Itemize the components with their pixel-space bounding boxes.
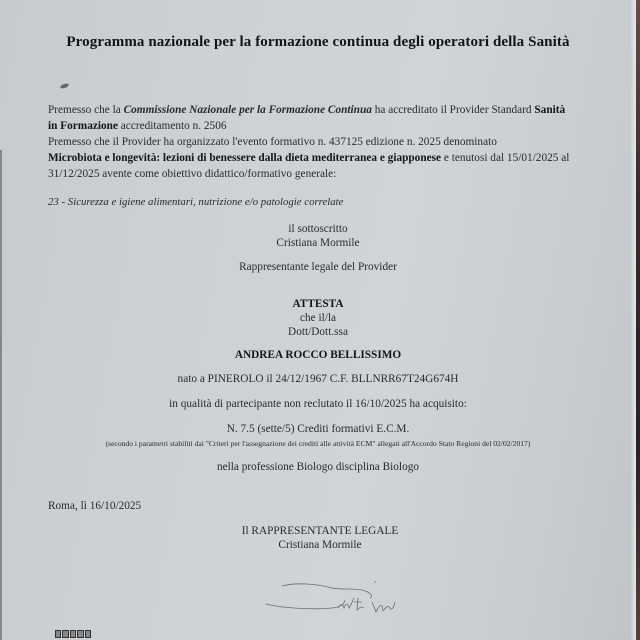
paragraph-accreditation <box>48 102 608 134</box>
participation-info: in qualità di partecipante non reclutato il 16/10/2025 ha acquisito: <box>169 398 467 410</box>
event-dates: e tenutosi dal 15/01/2025 al <box>441 152 570 164</box>
legal-rep-name: Cristiana Mormile <box>278 539 362 551</box>
participant-name: ANDREA ROCCO BELLISSIMO <box>234 349 402 361</box>
qr-code-strip <box>55 630 91 640</box>
provider-name-part1: Sanità <box>534 104 566 116</box>
qr-block <box>70 630 76 638</box>
title-dott: Dott/Dott.ssa <box>288 326 348 338</box>
credits-note: (secondo i parametri stabiliti dai "Criteri per l'assegnazione dei crediti alle attività ECM" allegati all'Accordo Stato Regioni del 02/02/2017) <box>105 439 531 448</box>
credits-awarded: N. 7.5 (sette/5) Crediti formativi E.C.M. <box>226 423 410 435</box>
handwritten-signature <box>262 578 412 618</box>
paragraph-event <box>48 134 608 182</box>
qr-block <box>85 630 91 638</box>
event-intro: Premesso che il Provider ha organizzato l'evento formativo n. 437125 edizione n. 2025 denominato <box>48 136 497 148</box>
qr-block <box>77 630 83 638</box>
birth-info: nato a PINEROLO il 24/12/1967 C.F. BLLNRR67T24G674H <box>177 373 459 385</box>
qr-block <box>55 630 61 638</box>
event-title: Microbiota e longevità: lezioni di benessere dalla dieta mediterranea e giapponese <box>48 152 442 164</box>
accreditation-middle: ha accreditato il Provider Standard <box>371 104 535 116</box>
profession-info: nella professione Biologo disciplina Biologo <box>216 461 420 473</box>
qr-block <box>62 630 68 638</box>
accreditation-number: accreditamento n. 2506 <box>117 120 227 132</box>
document-title: Programma nazionale per la formazione continua degli operatori della Sanità <box>66 34 570 50</box>
background-table-edge <box>636 0 640 640</box>
che-il-la: che il/la <box>299 312 337 324</box>
educational-objective: 23 - Sicurezza e igiene alimentari, nutrizione e/o patologie correlate <box>48 196 344 208</box>
attesta-heading: ATTESTA <box>292 298 344 310</box>
signatory-name: Cristiana Mormile <box>276 237 360 249</box>
event-dates-end: 31/12/2025 avente come obiettivo didattico/formativo generale: <box>48 168 337 180</box>
accreditation-prefix: Premesso che la <box>48 104 124 116</box>
place-date: Roma, lì 16/10/2025 <box>48 500 142 512</box>
provider-name-part2: in Formazione <box>48 120 118 132</box>
signatory-intro: il sottoscritto <box>288 223 348 235</box>
signatory-role: Rappresentante legale del Provider <box>239 261 397 273</box>
commission-name: Commissione Nazionale per la Formazione Continua <box>123 104 372 116</box>
legal-rep-title: Il RAPPRESENTANTE LEGALE <box>241 525 399 537</box>
ink-smudge <box>60 83 70 90</box>
